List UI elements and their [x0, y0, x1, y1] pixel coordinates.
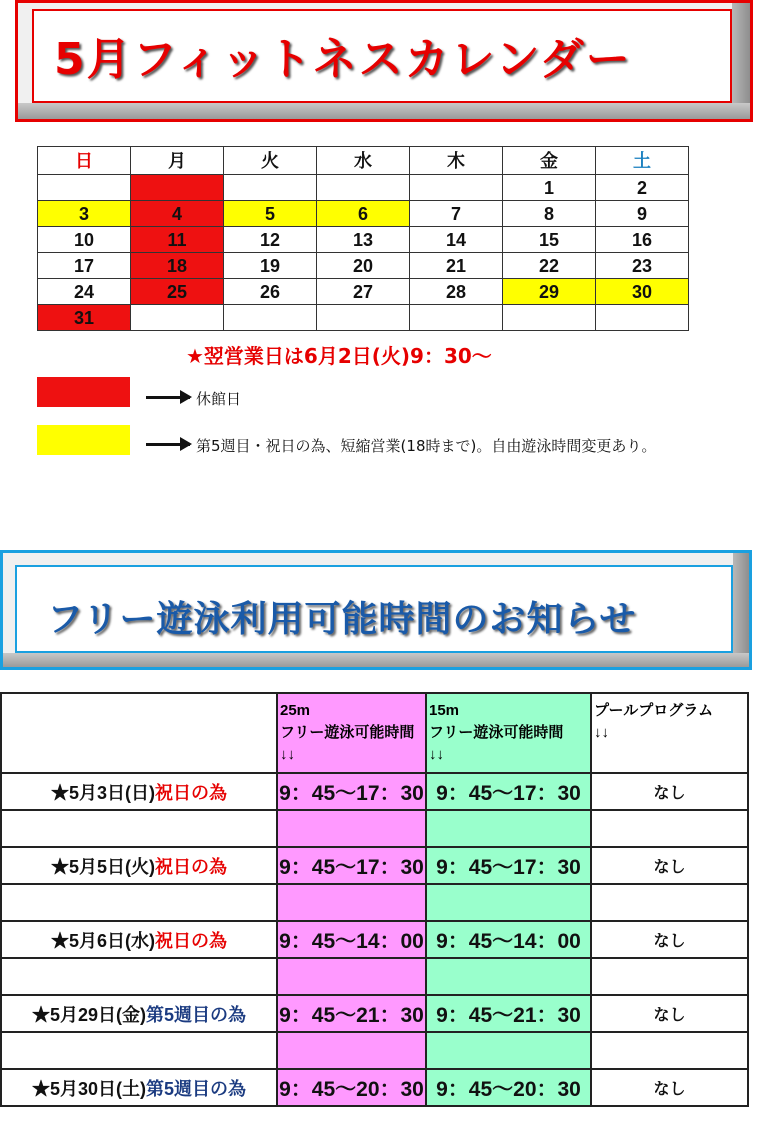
- spacer-row: [1, 958, 748, 995]
- spacer-cell: [1, 1032, 277, 1069]
- day-cell: [38, 175, 131, 201]
- spacer-cell: [277, 810, 426, 847]
- spacer-cell: [591, 958, 748, 995]
- spacer-row: [1, 884, 748, 921]
- row-date-label: [1, 995, 277, 1032]
- banner-shade: [732, 3, 750, 119]
- weekday-fri: 金: [503, 147, 596, 175]
- day-cell-closed: 18: [131, 253, 224, 279]
- header-15m: [426, 693, 591, 773]
- day-cell-short: 5: [224, 201, 317, 227]
- closed-legend-swatch: [37, 377, 130, 407]
- pool-schedule-table: [0, 692, 749, 1107]
- day-cell: 9: [596, 201, 689, 227]
- day-cell: 1: [503, 175, 596, 201]
- spacer-cell: [277, 1032, 426, 1069]
- time-25m: 9：45～20：30: [277, 1069, 426, 1106]
- header-program-line1: プールプログラム: [594, 702, 714, 719]
- program-value: なし: [591, 995, 748, 1032]
- day-cell-closed: [131, 175, 224, 201]
- spacer-row: [1, 1032, 748, 1069]
- day-cell: 28: [410, 279, 503, 305]
- header-15m-line1: 15m: [429, 702, 460, 719]
- spacer-cell: [591, 810, 748, 847]
- spacer-cell: [1, 810, 277, 847]
- day-cell-closed: 25: [131, 279, 224, 305]
- down-arrows-icon: ↓↓: [594, 724, 609, 741]
- day-cell-short: 6: [317, 201, 410, 227]
- header-25m-line1: 25m: [280, 702, 311, 719]
- row-reason: 祝日の為: [155, 930, 227, 951]
- calendar-week: [38, 227, 689, 253]
- spacer-cell: [426, 810, 591, 847]
- row-reason: 第5週目の為: [146, 1004, 247, 1025]
- short-hours-legend-swatch: [37, 425, 130, 455]
- day-cell: [596, 305, 689, 331]
- calendar-week: [38, 279, 689, 305]
- calendar-week: [38, 253, 689, 279]
- row-date: ★5月6日(水): [50, 930, 155, 951]
- day-cell: [131, 305, 224, 331]
- row-date-label: [1, 921, 277, 958]
- spacer-cell: [1, 958, 277, 995]
- weekday-sun: 日: [38, 147, 131, 175]
- banner-shade: [3, 653, 749, 667]
- spacer-cell: [1, 884, 277, 921]
- header-blank: [1, 693, 277, 773]
- banner-shade: [733, 553, 749, 667]
- program-value: なし: [591, 847, 748, 884]
- calendar-week: [38, 201, 689, 227]
- row-date-label: [1, 1069, 277, 1106]
- calendar-title-banner: [15, 0, 753, 122]
- row-date: ★5月30日(土): [31, 1078, 146, 1099]
- time-25m: 9：45～21：30: [277, 995, 426, 1032]
- right-arrow-icon: [146, 396, 190, 399]
- day-cell: 20: [317, 253, 410, 279]
- spacer-cell: [277, 884, 426, 921]
- day-cell: 2: [596, 175, 689, 201]
- row-date-label: [1, 847, 277, 884]
- day-cell: [503, 305, 596, 331]
- day-cell-short: 29: [503, 279, 596, 305]
- day-cell: 27: [317, 279, 410, 305]
- weekday-wed: 水: [317, 147, 410, 175]
- day-cell: [224, 175, 317, 201]
- time-25m: 9：45～14：00: [277, 921, 426, 958]
- day-cell: 10: [38, 227, 131, 253]
- row-date: ★5月29日(金): [31, 1004, 146, 1025]
- day-cell: 26: [224, 279, 317, 305]
- day-cell: 17: [38, 253, 131, 279]
- day-cell: [410, 305, 503, 331]
- spacer-cell: [591, 884, 748, 921]
- day-cell: 16: [596, 227, 689, 253]
- day-cell: 14: [410, 227, 503, 253]
- day-cell: 21: [410, 253, 503, 279]
- table-row: [1, 921, 748, 958]
- table-row: [1, 995, 748, 1032]
- day-cell: [317, 175, 410, 201]
- day-cell: [317, 305, 410, 331]
- row-date-label: [1, 773, 277, 810]
- weekday-tue: 火: [224, 147, 317, 175]
- spacer-cell: [426, 958, 591, 995]
- day-cell-closed: 4: [131, 201, 224, 227]
- header-25m: [277, 693, 426, 773]
- time-15m: 9：45～21：30: [426, 995, 591, 1032]
- row-reason: 祝日の為: [155, 856, 227, 877]
- calendar-title: 5月フィットネスカレンダー: [54, 34, 632, 85]
- day-cell: 19: [224, 253, 317, 279]
- day-cell: 24: [38, 279, 131, 305]
- time-15m: 9：45～17：30: [426, 847, 591, 884]
- day-cell-short: 30: [596, 279, 689, 305]
- spacer-cell: [277, 958, 426, 995]
- time-15m: 9：45～14：00: [426, 921, 591, 958]
- day-cell: 7: [410, 201, 503, 227]
- spacer-row: [1, 810, 748, 847]
- weekday-sat: 土: [596, 147, 689, 175]
- pool-title: フリー遊泳利用可能時間のお知らせ: [47, 599, 637, 640]
- table-row: [1, 773, 748, 810]
- header-15m-line2: フリー遊泳可能時間: [429, 724, 564, 741]
- spacer-cell: [426, 1032, 591, 1069]
- day-cell: [410, 175, 503, 201]
- program-value: なし: [591, 1069, 748, 1106]
- day-cell: 8: [503, 201, 596, 227]
- day-cell-closed: 31: [38, 305, 131, 331]
- right-arrow-icon: [146, 443, 190, 446]
- pool-header-row: [1, 693, 748, 773]
- down-arrows-icon: ↓↓: [280, 746, 295, 763]
- header-25m-line2: フリー遊泳可能時間: [280, 724, 415, 741]
- header-program: [591, 693, 748, 773]
- table-row: [1, 1069, 748, 1106]
- table-row: [1, 847, 748, 884]
- row-reason: 祝日の為: [155, 782, 227, 803]
- row-date: ★5月3日(日): [50, 782, 155, 803]
- spacer-cell: [591, 1032, 748, 1069]
- short-hours-legend-label: 第5週目・祝日の為、短縮営業(18時まで)。自由遊泳時間変更あり。: [196, 437, 657, 455]
- row-date: ★5月5日(火): [50, 856, 155, 877]
- weekday-mon: 月: [131, 147, 224, 175]
- next-business-day-notice: ★翌営業日は6月2日(火)9：30～: [186, 344, 492, 368]
- pool-title-banner: [0, 550, 752, 670]
- day-cell: 23: [596, 253, 689, 279]
- weekday-thu: 木: [410, 147, 503, 175]
- day-cell: 13: [317, 227, 410, 253]
- row-reason: 第5週目の為: [146, 1078, 247, 1099]
- time-25m: 9：45～17：30: [277, 773, 426, 810]
- month-calendar: [37, 146, 689, 331]
- day-cell-closed: 11: [131, 227, 224, 253]
- day-cell: 22: [503, 253, 596, 279]
- down-arrows-icon: ↓↓: [429, 746, 444, 763]
- calendar-week: [38, 175, 689, 201]
- spacer-cell: [426, 884, 591, 921]
- day-cell: 12: [224, 227, 317, 253]
- time-15m: 9：45～20：30: [426, 1069, 591, 1106]
- program-value: なし: [591, 921, 748, 958]
- day-cell-short: 3: [38, 201, 131, 227]
- time-25m: 9：45～17：30: [277, 847, 426, 884]
- calendar-week: [38, 305, 689, 331]
- day-cell: [224, 305, 317, 331]
- weekday-header-row: [38, 147, 689, 175]
- time-15m: 9：45～17：30: [426, 773, 591, 810]
- program-value: なし: [591, 773, 748, 810]
- day-cell: 15: [503, 227, 596, 253]
- closed-legend-label: 休館日: [196, 390, 242, 408]
- banner-shade: [18, 103, 750, 119]
